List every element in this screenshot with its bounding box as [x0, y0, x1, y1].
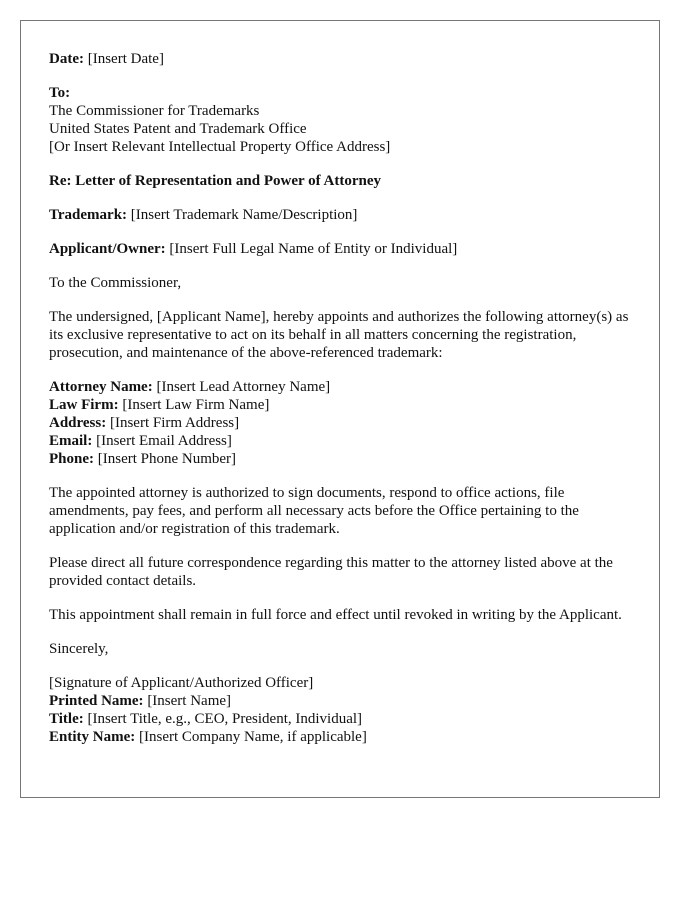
applicant-value: [Insert Full Legal Name of Entity or Individual]: [169, 241, 458, 257]
signature-block: [49, 674, 631, 746]
title-value: [Insert Title, e.g., CEO, President, Individual]: [87, 711, 363, 727]
phone-label: Phone:: [49, 451, 94, 467]
subject-text: Re: Letter of Representation and Power of Attorney: [49, 173, 382, 189]
address-value: [Insert Firm Address]: [109, 415, 240, 431]
date-value: [Insert Date]: [87, 51, 164, 67]
entity-name-label: Entity Name:: [49, 729, 136, 745]
duration-paragraph: This appointment shall remain in full force and effect until revoked in writing by the Applicant.: [49, 607, 622, 623]
applicant-line: [49, 240, 631, 258]
phone-line: [49, 450, 631, 468]
applicant-label: Applicant/Owner:: [49, 241, 166, 257]
phone-value: [Insert Phone Number]: [97, 451, 237, 467]
email-line: [49, 432, 631, 450]
authority-paragraph: The appointed attorney is authorized to sign documents, respond to office actions, file amendments, pay fees, and perform all necessary acts before the Office pertaining to the application and/or registration of this trademark.: [49, 485, 579, 537]
trademark-line: [49, 206, 631, 224]
entity-name-value: [Insert Company Name, if applicable]: [139, 729, 367, 745]
printed-name-label: Printed Name:: [49, 693, 144, 709]
attorney-name-line: [49, 378, 631, 396]
entity-name-line: [49, 728, 631, 746]
title-line: [49, 710, 631, 728]
trademark-label: Trademark:: [49, 207, 128, 223]
title-label: Title:: [49, 711, 84, 727]
email-label: Email:: [49, 433, 93, 449]
attorney-name-label: Attorney Name:: [49, 379, 153, 395]
attorney-details: [49, 378, 631, 468]
printed-name-line: [49, 692, 631, 710]
appointment-paragraph: The undersigned, [Applicant Name], hereby appoints and authorizes the following attorney(s) as its exclusive representative to act on its behalf in all matters concerning the registration, prosecution, and maintenance of the above-referenced trademark:: [49, 309, 629, 361]
to-label: To:: [49, 85, 71, 101]
signature-line: [Signature of Applicant/Authorized Officer]: [49, 675, 314, 691]
salutation: To the Commissioner,: [49, 275, 182, 291]
law-firm-label: Law Firm:: [49, 397, 119, 413]
recipient-line: [Or Insert Relevant Intellectual Property Office Address]: [49, 139, 391, 155]
address-line: [49, 414, 631, 432]
subject-line: [49, 172, 631, 190]
printed-name-value: [Insert Name]: [147, 693, 232, 709]
date-line: [49, 50, 631, 68]
recipient-line: United States Patent and Trademark Office: [49, 121, 307, 137]
law-firm-value: [Insert Law Firm Name]: [122, 397, 270, 413]
correspondence-paragraph: Please direct all future correspondence regarding this matter to the attorney listed above at the provided contact details.: [49, 555, 613, 589]
trademark-value: [Insert Trademark Name/Description]: [130, 207, 358, 223]
recipient-line: The Commissioner for Trademarks: [49, 103, 260, 119]
address-label: Address:: [49, 415, 107, 431]
recipient-block: [49, 84, 631, 156]
attorney-name-value: [Insert Lead Attorney Name]: [156, 379, 331, 395]
law-firm-line: [49, 396, 631, 414]
letter-document: [20, 20, 660, 798]
email-value: [Insert Email Address]: [96, 433, 232, 449]
date-label: Date:: [49, 51, 84, 67]
closing: Sincerely,: [49, 641, 109, 657]
